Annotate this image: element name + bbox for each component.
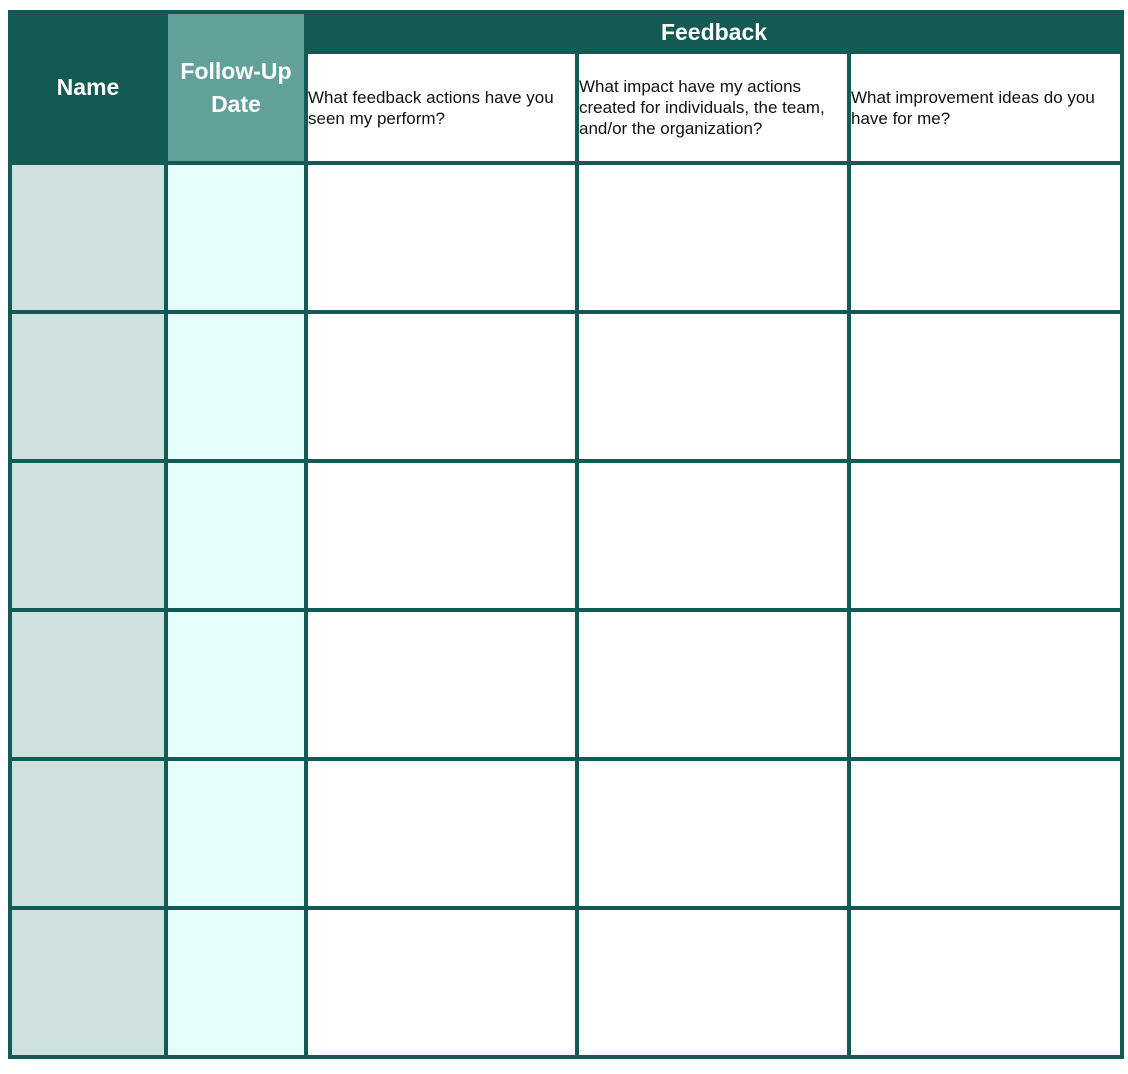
table-row: [10, 759, 1122, 908]
follow-up-date-cell[interactable]: [166, 908, 306, 1057]
name-cell[interactable]: [10, 312, 166, 461]
feedback-worksheet: [8, 10, 1122, 1060]
impact-cell[interactable]: [577, 610, 849, 759]
improvement-ideas-cell[interactable]: [849, 908, 1122, 1057]
improvement-ideas-cell[interactable]: [849, 163, 1122, 312]
impact-cell[interactable]: [577, 759, 849, 908]
question-impact: What impact have my actions created for individuals, the team, and/or the organization?: [577, 52, 849, 163]
feedback-actions-cell[interactable]: [306, 908, 577, 1057]
follow-up-date-cell[interactable]: [166, 610, 306, 759]
name-cell[interactable]: [10, 759, 166, 908]
question-feedback-actions: What feedback actions have you seen my perform?: [306, 52, 577, 163]
impact-cell[interactable]: [577, 312, 849, 461]
name-cell[interactable]: [10, 908, 166, 1057]
name-column-header: Name: [10, 12, 166, 163]
feedback-group-header: Feedback: [306, 12, 1122, 52]
table-row: [10, 610, 1122, 759]
name-cell[interactable]: [10, 610, 166, 759]
feedback-actions-cell[interactable]: [306, 610, 577, 759]
name-cell[interactable]: [10, 163, 166, 312]
name-cell[interactable]: [10, 461, 166, 610]
improvement-ideas-cell[interactable]: [849, 312, 1122, 461]
impact-cell[interactable]: [577, 163, 849, 312]
improvement-ideas-cell[interactable]: [849, 759, 1122, 908]
follow-up-date-cell[interactable]: [166, 461, 306, 610]
follow-up-date-cell[interactable]: [166, 163, 306, 312]
follow-up-date-column-header: Follow-Up Date: [166, 12, 306, 163]
table-row: [10, 312, 1122, 461]
improvement-ideas-cell[interactable]: [849, 461, 1122, 610]
table-row: [10, 461, 1122, 610]
feedback-actions-cell[interactable]: [306, 312, 577, 461]
table-row: [10, 163, 1122, 312]
question-improvement-ideas: What improvement ideas do you have for me?: [849, 52, 1122, 163]
feedback-actions-cell[interactable]: [306, 461, 577, 610]
impact-cell[interactable]: [577, 908, 849, 1057]
improvement-ideas-cell[interactable]: [849, 610, 1122, 759]
follow-up-date-cell[interactable]: [166, 759, 306, 908]
follow-up-date-cell[interactable]: [166, 312, 306, 461]
feedback-actions-cell[interactable]: [306, 759, 577, 908]
table-row: [10, 908, 1122, 1057]
feedback-actions-cell[interactable]: [306, 163, 577, 312]
impact-cell[interactable]: [577, 461, 849, 610]
feedback-table: [8, 10, 1124, 1059]
